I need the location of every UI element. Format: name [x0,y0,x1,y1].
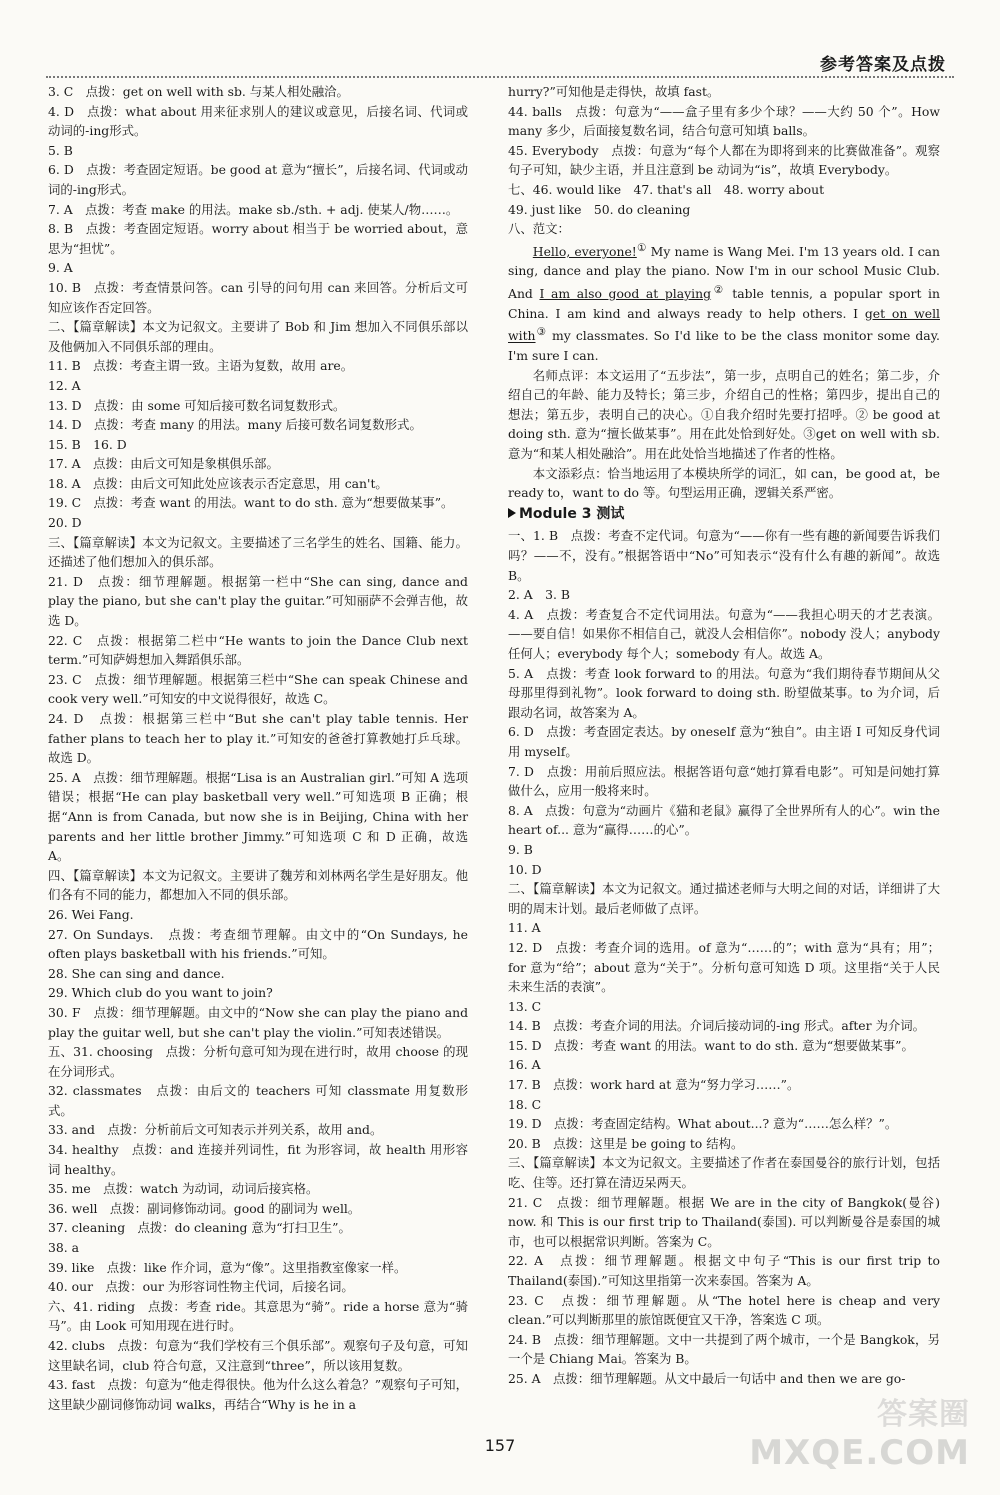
answer-line: 44. balls 点拨：句意为“——盒子里有多少个球？——大约 50 个”。How many 多少，后面接复数名词，结合句意可知填 balls。 [508,103,940,139]
answer-line: 17. A 点拨：由后文可知是象棋俱乐部。 [48,456,279,472]
answer-line: 三、【篇章解读】本文为记叙文。主要描述了作者在泰国曼谷的旅行计划，包括吃、住等。还打算在清迈呆两天。 [508,1155,940,1191]
header-title: 参考答案及点拨 [820,55,946,75]
answer-line: 45. Everybody 点拨：句意为“每个人都在为即将到来的比赛做准备”。观察句子可知，缺少主语，并且注意到 be 动词为“is”，故填 Everybody。 [508,142,940,178]
right-column [508,82,940,1389]
answer-line: 五、31. choosing 点拨：分析句意可知为现在进行时，故用 choose 的现在分词形式。 [48,1044,468,1079]
answer-line: hurry?”可知他是走得快，故填 fast。 [508,84,720,99]
answer-line: 4. A 点拨：考查复合不定代词用法。句意为“——我担心明天的才艺表演。——要自信！如果你不相信自己，就没人会相信你”。nobody 没人；anybody 任何人；everybody 每个人；somebody 有人。故选 A。 [508,606,940,661]
answer-line: 14. D 点拨：考查 many 的用法。many 后接可数名词复数形式。 [48,417,422,433]
answer-line: 13. D 点拨：由 some 可知后接可数名词复数形式。 [48,397,346,413]
answer-line: 21. D 点拨：细节理解题。根据第一栏中“She can sing, dance and play the piano, but she can't play the guitar.”可知丽萨不会弹吉他，故选 D。 [48,573,468,629]
answer-line: 39. like 点拨：like 作介词，意为“像”。这里指教室像家一样。 [48,1259,407,1275]
answer-line: 14. B 点拨：考查介词的用法。介词后接动词的-ing 形式。after 为介词。 [508,1018,926,1034]
answer-line: 9. B [508,841,533,857]
answer-line: 40. our 点拨：our 为形容词性物主代词，后接名词。 [48,1279,354,1295]
answer-line: 12. A [48,377,81,393]
answer-line: 15. D 点拨：考查 want 的用法。want to do sth. 意为“想要做某事”。 [508,1037,914,1053]
answer-line: 8. A 点拨：句意为“动画片《猫和老鼠》赢得了全世界所有人的心”。win the heart of... 意为“赢得……的心”。 [508,802,940,838]
answer-line: 2. A 3. B [508,587,570,603]
answer-line: 28. She can sing and dance. [48,965,225,981]
answer-line: 33. and 点拨：分析前后文可知表示并列关系，故用 and。 [48,1122,383,1138]
model-essay: Hello, everyone!① My name is Wang Mei. I'm 13 years old. I can sing, dance and play the piano. Now I'm in our school Music Club. And I am also good at playing② table tennis, a popular sport in China. I am kind and always ready to help others. I get on well with③ my classmates. So I'd like to be the class monitor some day. I'm sure I can. [508,241,940,364]
answer-line: 5. B [48,142,73,158]
answer-line: 一、1. B 点拨：考查不定代词。句意为“——你有一些有趣的新闻要告诉我们吗？——不，没有。”根据答语中“No”可知表示“没有什么有趣的新闻”。故选 B。 [508,528,940,583]
answer-line: 15. B 16. D [48,436,127,452]
answer-line: 9. A [48,260,73,276]
answer-line: 6. D 点拨：考查固定短语。be good at 意为“擅长”，后接名词、代词或动词的-ing形式。 [48,162,468,197]
answer-line: 8. B 点拨：考查固定短语。worry about 相当于 be worried about，意思为“担忧”。 [48,221,468,256]
answer-line: 22. C 点拨：根据第二栏中“He wants to join the Dance Club next term.”可知萨姆想加入舞蹈俱乐部。 [48,632,468,668]
answer-line: 38. a [48,1240,80,1256]
answer-line: 17. B 点拨：work hard at 意为“努力学习……”。 [508,1077,800,1093]
answer-line: 18. C [508,1096,542,1112]
answer-line: 24. D 点拨：根据第三栏中“But she can't play table tennis. Her father plans to teach her to play it.”可知安的爸爸打算教她打乒乓球。故选 D。 [48,711,468,766]
answer-line: 34. healthy 点拨：and 连接并列词性，fit 为形容词，故 health 用形容词 healthy。 [48,1142,468,1177]
answer-line: 25. A 点拨：细节理解题。根据“Lisa is an Australian girl.”可知 A 选项错误；根据“He can play basketball very well.”可知选项 B 正确；根据“Ann is from Canada, but now she is in Beijing, China with her parents and her little brother Jimmy.”可知选项 C 和 D 正确，故选 A。 [48,769,468,864]
answer-line: 5. A 点拨：考查 look forward to 的用法。句意为“我们期待春节期间从父母那里得到礼物”。look forward to doing sth. 盼望做某事。to 为介词，后跟动名词，故答案为 A。 [508,665,940,720]
answer-line: 20. B 点拨：这里是 be going to 结构。 [508,1135,744,1151]
watermark-logo: 答案圈 MXQE.COM [749,1397,970,1473]
answer-line: 10. D [508,861,542,877]
essay-segment-2: table tennis, a popular sport in China. I am kind and always ready to help others. I [508,286,940,321]
answer-line: 29. Which club do you want to join? [48,985,273,1001]
page-header [46,44,954,78]
module-title: Module 3 测试 [519,505,625,522]
answer-line: 4. D 点拨：what about 用来征求别人的建议或意见，后接名词、代词或动词的-ing形式。 [48,103,468,139]
answer-line: 24. B 点拨：细节理解题。文中一共提到了两个城市，一个是 Bangkok，另一个是 Chiang Mai。答案为 B。 [508,1331,940,1367]
answer-line: 25. A 点拨：细节理解题。从文中最后一句话中 and then we are go- [508,1370,906,1386]
answer-line: 11. A [508,920,541,936]
answer-line: 20. D [48,515,82,531]
answer-line: 13. C [508,998,542,1014]
essay-segment-1: My name is Wang Mei. I'm 13 years old. I can sing, dance and play the piano. Now I'm in our school Music Club. And [508,243,940,302]
answer-line: 八、范文： [508,221,570,237]
answer-line: 本文添彩点：恰当地运用了本模块所学的词汇，如 can，be good at，be ready to，want to do 等。句型运用正确，逻辑关系严密。 [508,465,940,501]
answer-line: 11. B 点拨：考查主谓一致。主语为复数，故用 are。 [48,358,354,374]
answer-line: 23. C 点拨：细节理解题。从“The hotel here is cheap and very clean.”可以判断那里的旅馆既便宜又干净，答案选 C 项。 [508,1292,940,1328]
answer-line: 七、46. would like 47. that's all 48. worry about [508,181,825,197]
answer-line: 二、【篇章解读】本文为记叙文。主要讲了 Bob 和 Jim 想加入不同俱乐部以及他俩加入不同俱乐部的理由。 [48,319,468,354]
answer-line: 二、【篇章解读】本文为记叙文。通过描述老师与大明之间的对话，详细讲了大明的周末计划。最后老师做了点评。 [508,881,940,916]
answer-line: 10. B 点拨：考查情景问答。can 引导的问句用 can 来回答。分析后文可知应该作否定回答。 [48,279,468,315]
answer-line: 35. me 点拨：watch 为动词，动词后接宾格。 [48,1181,319,1197]
answer-line: 六、41. riding 点拨：考查 ride。其意思为“骑”。ride a horse 意为“骑马”。由 Look 可知用现在进行时。 [48,1298,468,1334]
answer-line: 30. F 点拨：细节理解题。由文中的“Now she can play the piano and play the guitar well, but she can't play the violin.”可知表述错误。 [48,1004,468,1040]
answer-line: 7. A 点拨：考查 make 的用法。make sb./sth. + adj. 使某人/物……。 [48,201,459,217]
essay-underline-3: get on well with [508,305,940,344]
answer-line: 21. C 点拨：细节理解题。根据 We are in the city of Bangkok(曼谷) now. 和 This is our first trip to Thailand(泰国). 可以判断曼谷是泰国的城市，也可以根据常识判断。答案为 C。 [508,1194,940,1249]
answer-line: 49. just like 50. do cleaning [508,201,691,217]
answer-line: 四、【篇章解读】本文为记叙文。主要讲了魏芳和刘林两名学生是好朋友。他们各有不同的能力，都想加入不同的俱乐部。 [48,867,468,903]
answer-line: 36. well 点拨：副词修饰动词。good 的副词为 well。 [48,1200,361,1216]
answer-line: 26. Wei Fang. [48,906,134,922]
module-heading [508,505,940,525]
answer-line: 22. A 点拨：细节理解题。根据文中句子“This is our first trip to Thailand(泰国).”可知这里指第一次来泰国。答案为 A。 [508,1253,940,1288]
answer-line: 23. C 点拨：细节理解题。根据第三栏中“She can speak Chinese and cook very well.”可知安的中文说得很好，故选 C。 [48,671,468,707]
answer-line: 42. clubs 点拨：句意为“我们学校有三个俱乐部”。观察句子及句意，可知这里缺名词，club 符合句意，又注意到“three”，所以该用复数。 [48,1338,468,1373]
triangle-icon [508,508,516,518]
answer-line: 7. D 点拨：用前后照应法。根据答语句意“她打算看电影”。可知是问她打算做什么，应用一般将来时。 [508,763,940,799]
answer-line: 27. On Sundays. 点拨：考查细节理解。由文中的“On Sundays, he often plays basketball with his friends.”可知。 [48,926,468,962]
answer-line: 6. D 点拨：考查固定表达。by oneself 意为“独自”。由主语 I 可知反身代词用 myself。 [508,724,940,759]
answer-line: 37. cleaning 点拨：do cleaning 意为“打扫卫生”。 [48,1220,351,1236]
answer-line: 32. classmates 点拨：由后文的 teachers 可知 classmate 用复数形式。 [48,1083,468,1118]
essay-segment-3: my classmates. So I'd like to be the class monitor some day. I'm sure I can. [508,328,940,364]
essay-underline-1: Hello, everyone! [532,243,637,259]
answer-line: 19. C 点拨：考查 want 的用法。want to do sth. 意为“想要做某事”。 [48,495,454,511]
essay-underline-2: I am also good at playing [539,286,712,302]
answer-line: 三、【篇章解读】本文为记叙文。主要描述了三名学生的姓名、国籍、能力。还描述了他们想加入的俱乐部。 [48,534,468,570]
answer-line: 3. C 点拨：get on well with sb. 与某人相处融洽。 [48,84,349,99]
answer-line: 18. A 点拨：由后文可知此处应该表示否定意思，用 can't。 [48,475,388,491]
answer-line: 16. A [508,1057,541,1073]
answer-line: 名师点评：本文运用了“五步法”，第一步，点明自己的姓名；第二步，介绍自己的年龄、能力及特长；第三步，介绍自己的性格；第四步，提出自己的想法；第五步，表明自己的决心。①自我介绍时先要打招呼。② be good at doing sth. 意为“擅长做某事”。用在此处恰到好处。③get on well with sb. 意为“和某人相处融洽”。用在此处恰当地描述了作者的性格。 [508,367,940,462]
answer-line: 12. D 点拨：考查介词的选用。of 意为“……的”；with 意为“具有；用”；for 意为“给”；about 意为“关于”。分析句意可知选 D 项。这里指“关于人民未来生活的表演”。 [508,939,940,995]
answer-line: 43. fast 点拨：句意为“他走得很快。他为什么这么着急？”观察句子可知，这里缺少副词修饰动词 walks，再结合“Why is he in a [48,1377,468,1412]
answer-line: 19. D 点拨：考查固定结构。What about...? 意为“……怎么样？”。 [508,1116,898,1132]
page-number: 157 [484,1436,516,1455]
left-column [48,82,468,1414]
